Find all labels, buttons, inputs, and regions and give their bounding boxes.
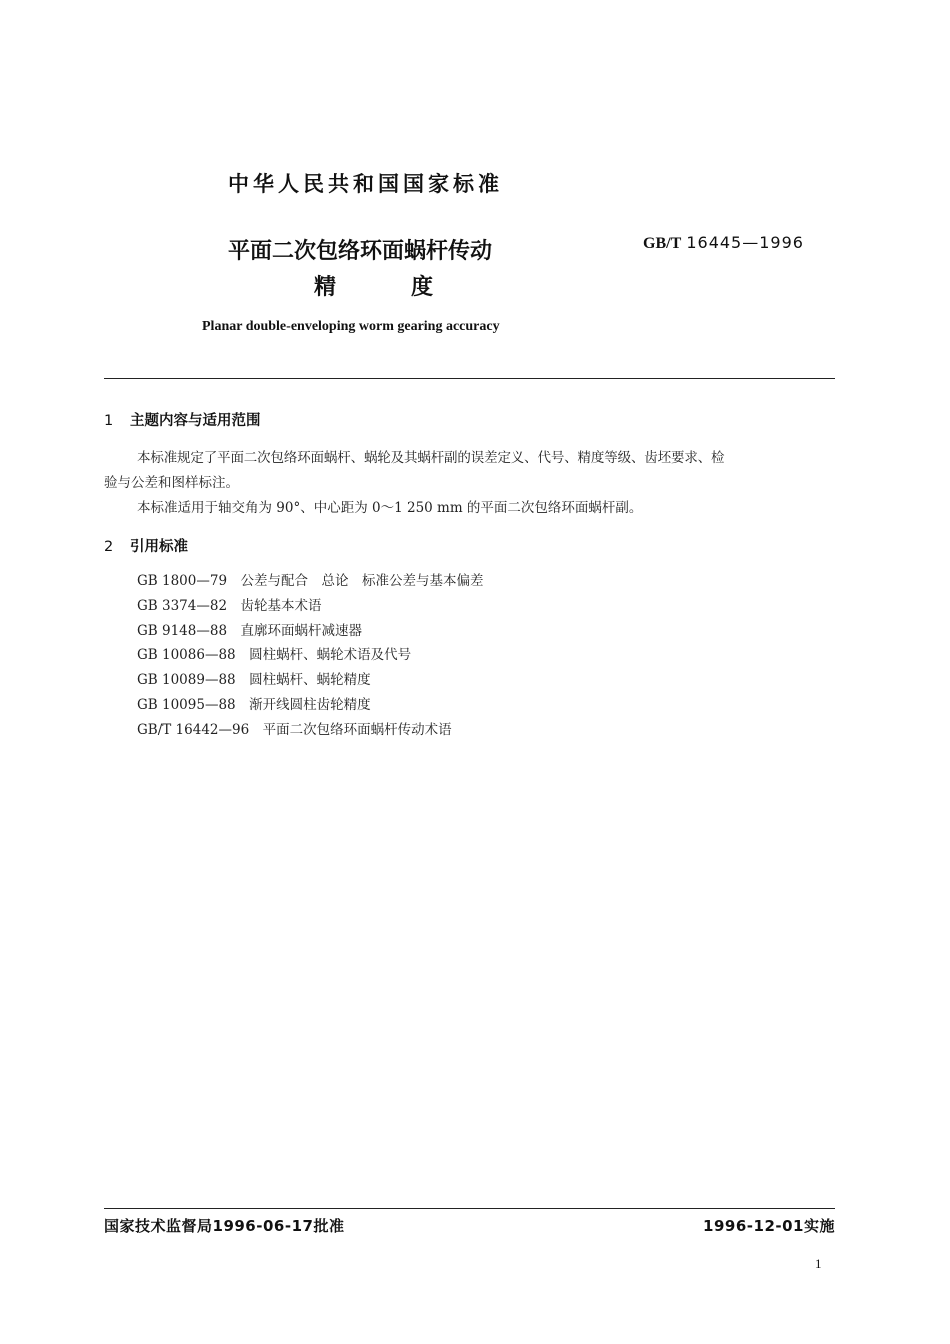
reference-item: GB 3374—82 齿轮基本术语 [137, 597, 322, 614]
section-2-heading [104, 535, 188, 556]
page-number: 1 [815, 1256, 822, 1271]
reference-item: GB 10089—88 圆柱蜗杆、蜗轮精度 [137, 672, 371, 689]
standard-title-line2-second: 度 [411, 275, 434, 300]
section-2-number: 2 [104, 539, 114, 555]
standard-code-prefix: GB/T [643, 235, 682, 252]
reference-item: GB 10086—88 圆柱蜗杆、蜗轮术语及代号 [137, 647, 412, 664]
reference-item: GB/T 16442—96 平面二次包络环面蜗杆传动术语 [137, 721, 452, 738]
national-standard-heading: 中华人民共和国国家标准 [228, 172, 503, 196]
section-2-title: 引用标准 [130, 539, 188, 555]
section-1-paragraph-1-line-2: 验与公差和图样标注。 [104, 475, 239, 491]
section-1-paragraph-2: 本标准适用于轴交角为 90°、中心距为 0～1 250 mm 的平面二次包络环面蜗杆副。 [137, 500, 643, 516]
section-1-number: 1 [104, 413, 114, 429]
section-1-paragraph-1-line-1: 本标准规定了平面二次包络环面蜗杆、蜗轮及其蜗杆副的误差定义、代号、精度等级、齿坯要求、检 [137, 450, 725, 466]
reference-list [137, 571, 484, 745]
implementation-date: 1996-12-01实施 [703, 1217, 835, 1235]
english-title: Planar double-enveloping worm gearing accuracy [202, 319, 500, 334]
standard-code-number: 16445—1996 [686, 233, 804, 252]
standard-title-line1: 平面二次包络环面蜗杆传动 [228, 239, 493, 264]
standard-code [643, 233, 804, 253]
footer-divider [104, 1208, 835, 1209]
header-divider [104, 378, 835, 379]
standard-title-line2-first: 精 [314, 275, 337, 300]
reference-item: GB 1800—79 公差与配合 总论 标准公差与基本偏差 [137, 573, 484, 589]
reference-item: GB 10095—88 渐开线圆柱齿轮精度 [137, 696, 371, 713]
approval-statement: 国家技术监督局1996-06-17批准 [104, 1217, 345, 1235]
reference-item: GB 9148—88 直廓环面蜗杆减速器 [137, 622, 363, 639]
section-1-heading [104, 409, 261, 430]
section-1-title: 主题内容与适用范围 [130, 413, 261, 429]
